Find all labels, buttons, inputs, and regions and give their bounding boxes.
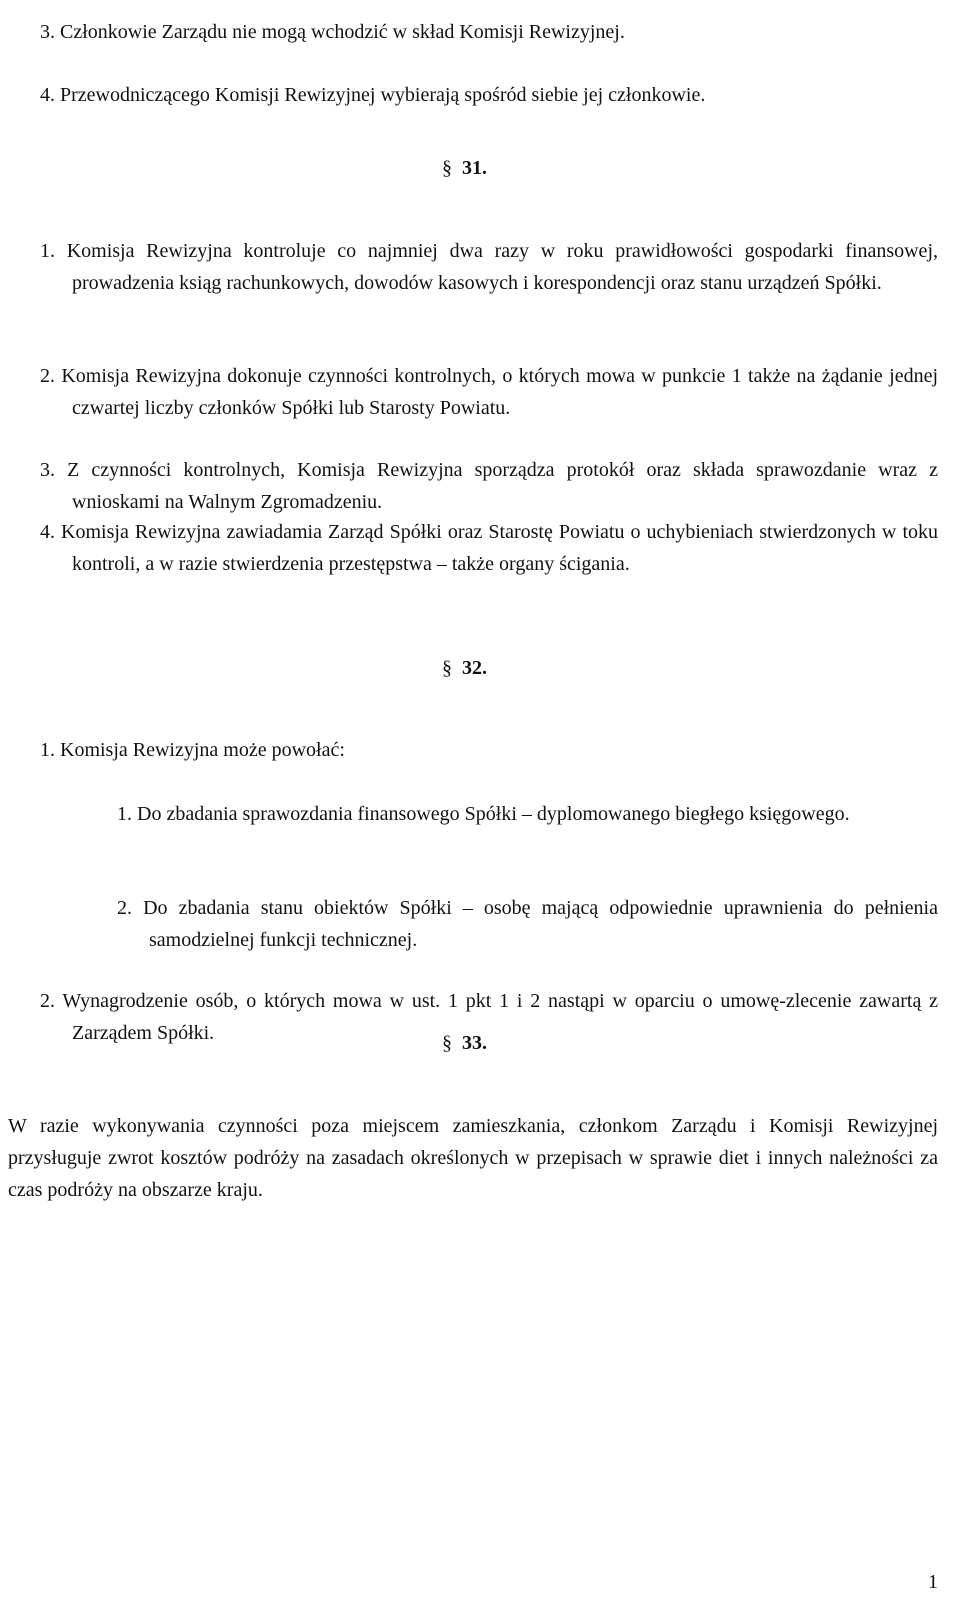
section-31-heading: [442, 152, 487, 184]
s31-paragraph-3: 3. Z czynności kontrolnych, Komisja Rewizyjna sporządza protokół oraz składa sprawozdanie wraz z wnioskami na Walnym Zgromadzeniu.: [40, 459, 938, 513]
section-symbol: §: [442, 157, 452, 179]
section-number: 31.: [462, 157, 487, 179]
s31-paragraph-2: 2. Komisja Rewizyjna dokonuje czynności kontrolnych, o których mowa w punkcie 1 także na żądanie jednej czwartej liczby członków Spółki lub Starosty Powiatu.: [40, 365, 938, 419]
s32-paragraph-2: 2. Wynagrodzenie osób, o których mowa w ust. 1 pkt 1 i 2 nastąpi w oparciu o umowę-zlecenie zawartą z Zarządem Spółki.: [40, 990, 938, 1044]
item-4: 4. Przewodniczącego Komisji Rewizyjnej wybierają spośród siebie jej członkowie.: [40, 84, 706, 106]
s33-paragraph-1: W razie wykonywania czynności poza miejscem zamieszkania, członkom Zarządu i Komisji Rewizyjnej przysługuje zwrot kosztów podróży na zasadach określonych w przepisach w sprawie diet i innych należności za czas podróży na obszarze kraju.: [8, 1115, 938, 1201]
s32-paragraph-1: 1. Komisja Rewizyjna może powołać:: [40, 739, 345, 761]
section-number: 33.: [462, 1032, 487, 1054]
section-symbol: §: [442, 657, 452, 679]
section-33-heading: [442, 1027, 487, 1059]
s32-subitem-2: 2. Do zbadania stanu obiektów Spółki – osobę mającą odpowiednie uprawnienia do pełnienia samodzielnej funkcji technicznej.: [117, 897, 938, 951]
s31-paragraph-1: 1. Komisja Rewizyjna kontroluje co najmniej dwa razy w roku prawidłowości gospodarki finansowej, prowadzenia ksiąg rachunkowych, dowodów kasowych i korespondencji oraz stanu urządzeń Spółki.: [40, 240, 938, 294]
section-number: 32.: [462, 657, 487, 679]
s31-paragraph-4: 4. Komisja Rewizyjna zawiadamia Zarząd Spółki oraz Starostę Powiatu o uchybieniach stwierdzonych w toku kontroli, a w razie stwierdzenia przestępstwa – także organy ścigania.: [40, 521, 938, 575]
section-symbol: §: [442, 1032, 452, 1054]
section-32-heading: [442, 652, 487, 684]
s32-subitem-1: 1. Do zbadania sprawozdania finansowego Spółki – dyplomowanego biegłego księgowego.: [117, 803, 850, 825]
page-number: 1: [928, 1571, 938, 1593]
item-3: 3. Członkowie Zarządu nie mogą wchodzić w skład Komisji Rewizyjnej.: [40, 21, 625, 43]
